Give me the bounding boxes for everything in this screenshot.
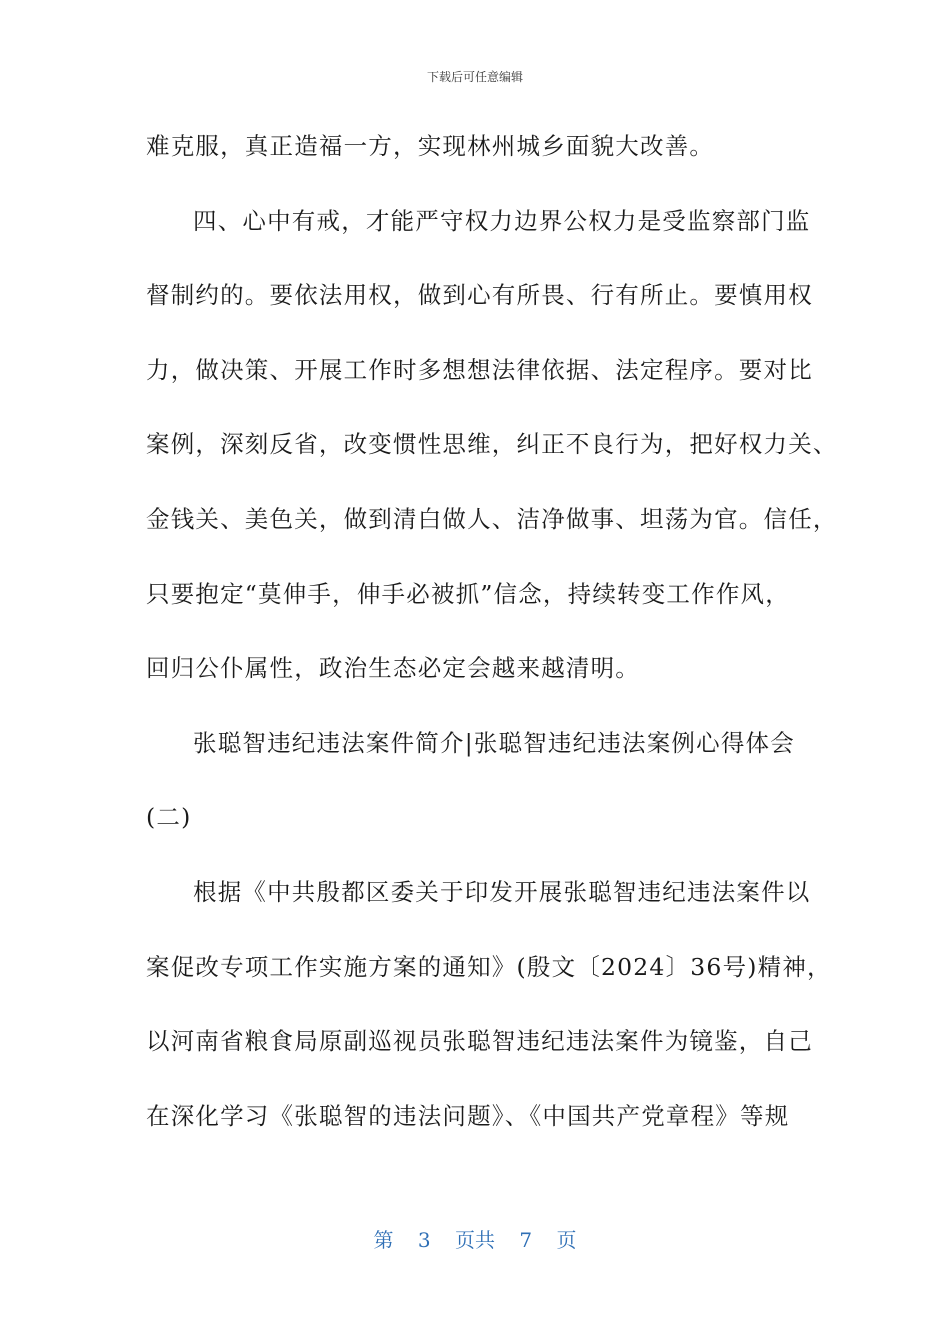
text-line: 金钱关、美色关，做到清白做人、洁净做事、坦荡为官。信任， xyxy=(146,504,838,533)
footer-prefix: 第 xyxy=(373,1228,394,1252)
text-line: 只要抱定“莫伸手，伸手必被抓”信念，持续转变工作作风， xyxy=(146,579,790,608)
page-footer xyxy=(0,1224,950,1253)
footer-suffix: 页 xyxy=(556,1228,577,1252)
current-page-number: 3 xyxy=(417,1228,431,1252)
section-heading-line: 张聪智违纪违法案件简介|张聪智违纪违法案例心得体会 xyxy=(193,728,795,757)
text-line: 回归公仆属性，政治生态必定会越来越清明。 xyxy=(146,654,640,683)
text-line: 督制约的。要依法用权，做到心有所畏、行有所止。要慎用权 xyxy=(146,281,813,310)
text-line: 难克服，真正造福一方，实现林州城乡面貌大改善。 xyxy=(146,132,715,160)
text-line: 力，做决策、开展工作时多想想法律依据、法定程序。要对比 xyxy=(146,355,813,384)
section-heading-line: (二) xyxy=(146,803,192,832)
text-line: 案促改专项工作实施方案的通知》(殷文〔2024〕36号)精神， xyxy=(146,952,832,981)
header-note: 下载后可任意编辑 xyxy=(426,70,523,84)
total-page-count: 7 xyxy=(519,1228,533,1252)
text-line: 根据《中共殷都区委关于印发开展张聪智违纪违法案件以 xyxy=(193,877,811,906)
text-line: 案例，深刻反省，改变惯性思维，纠正不良行为，把好权力关、 xyxy=(146,430,838,459)
text-line: 以河南省粮食局原副巡视员张聪智违纪违法案件为镜鉴，自己 xyxy=(146,1027,813,1056)
footer-middle: 页共 xyxy=(455,1228,495,1252)
text-line: 四、心中有戒，才能严守权力边界公权力是受监察部门监 xyxy=(193,206,811,235)
text-line: 在深化学习《张聪智的违法问题》、《中国共产党章程》等规 xyxy=(146,1101,790,1130)
document-body xyxy=(146,122,838,1166)
